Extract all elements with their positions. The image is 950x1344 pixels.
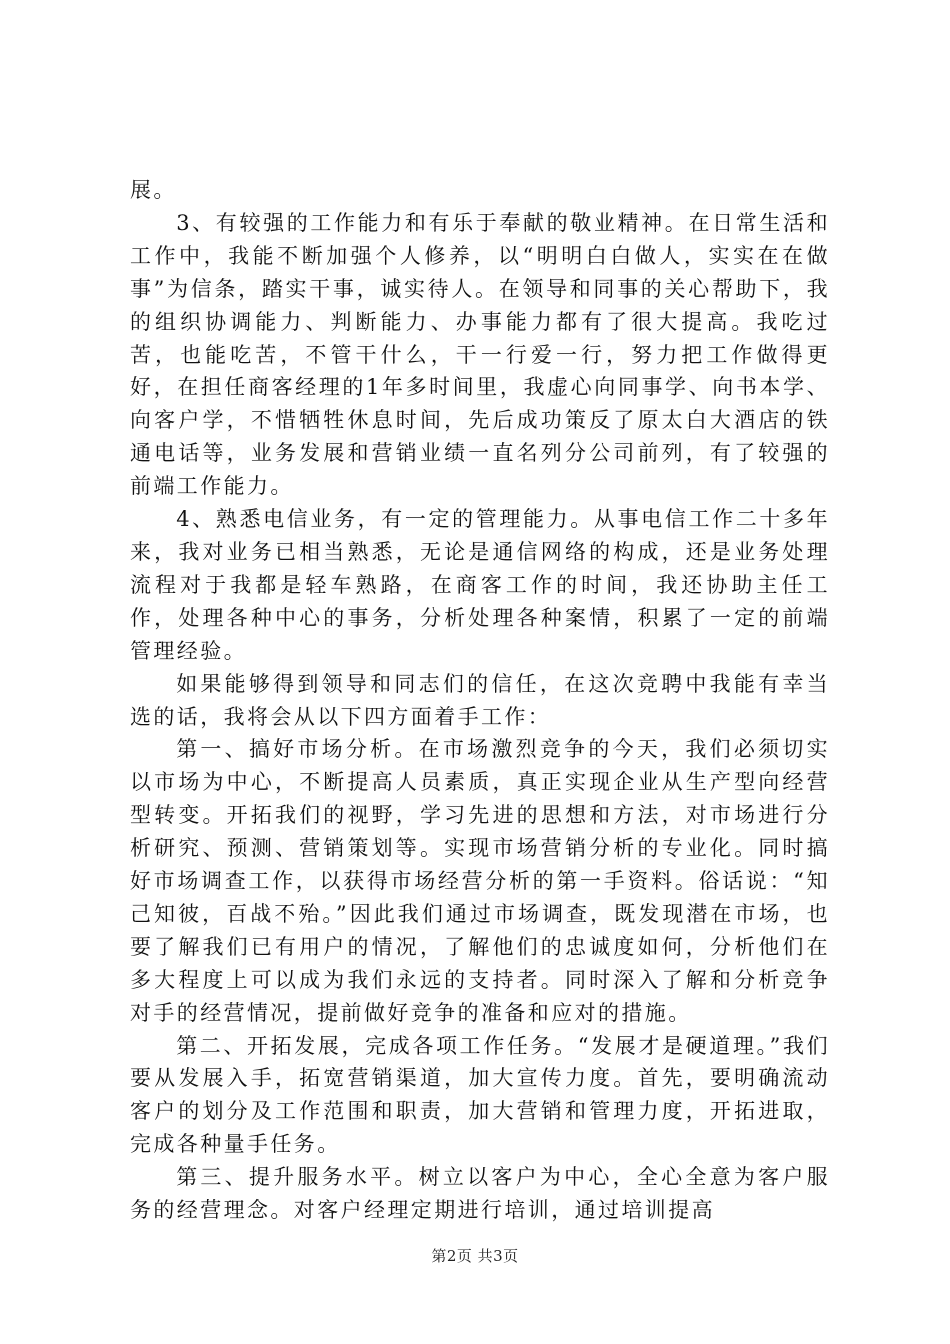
- paragraph-telecom-experience: 4、熟悉电信业务，有一定的管理能力。从事电信工作二十多年来，我对业务已相当熟悉，无论是通信网络的构成，还是业务处理流程对于我都是轻车熟路，在商客工作的时间，我还协助主任工作，处理各种中心的事务，分析处理各种案情，积累了一定的前端管理经验。: [130, 507, 830, 663]
- paragraph-plan-service: 第三、提升服务水平。树立以客户为中心，全心全意为客户服务的经营理念。对客户经理定期进行培训，通过培训提高: [130, 1165, 830, 1223]
- paragraph-continuation: 展。: [130, 178, 177, 202]
- page-footer: 第2页 共3页: [431, 1247, 519, 1265]
- paragraph-intro-plan: 如果能够得到领导和同志们的信任，在这次竞聘中我能有幸当选的话，我将会从以下四方面着手工作：: [130, 671, 830, 729]
- document-body: [130, 174, 830, 1227]
- paragraph-ability: 3、有较强的工作能力和有乐于奉献的敬业精神。在日常生活和工作中，我能不断加强个人修养，以“明明白白做人，实实在在做事”为信条，踏实干事，诚实待人。在领导和同事的关心帮助下，我的组织协调能力、判断能力、办事能力都有了很大提高。我吃过苦，也能吃苦，不管干什么，干一行爱一行，努力把工作做得更好，在担任商客经理的1年多时间里，我虚心向同事学、向书本学、向客户学，不惜牺牲休息时间，先后成功策反了原太白大酒店的铁通电话等，业务发展和营销业绩一直名列分公司前列，有了较强的前端工作能力。: [130, 210, 830, 499]
- paragraph-plan-development: 第二、开拓发展，完成各项工作任务。“发展才是硬道理。”我们要从发展入手，拓宽营销渠道，加大宣传力度。首先，要明确流动客户的划分及工作范围和职责，加大营销和管理力度，开拓进取，完成各种量手任务。: [130, 1033, 830, 1157]
- paragraph-plan-market-analysis: 第一、搞好市场分析。在市场激烈竞争的今天，我们必须切实以市场为中心，不断提高人员素质，真正实现企业从生产型向经营型转变。开拓我们的视野，学习先进的思想和方法，对市场进行分析研究、预测、营销策划等。实现市场营销分析的专业化。同时搞好市场调查工作，以获得市场经营分析的第一手资料。俗话说：“知己知彼，百战不殆。”因此我们通过市场调查，既发现潜在市场，也要了解我们已有用户的情况，了解他们的忠诚度如何，分析他们在多大程度上可以成为我们永远的支持者。同时深入了解和分析竞争对手的经营情况，提前做好竞争的准备和应对的措施。: [130, 737, 830, 1025]
